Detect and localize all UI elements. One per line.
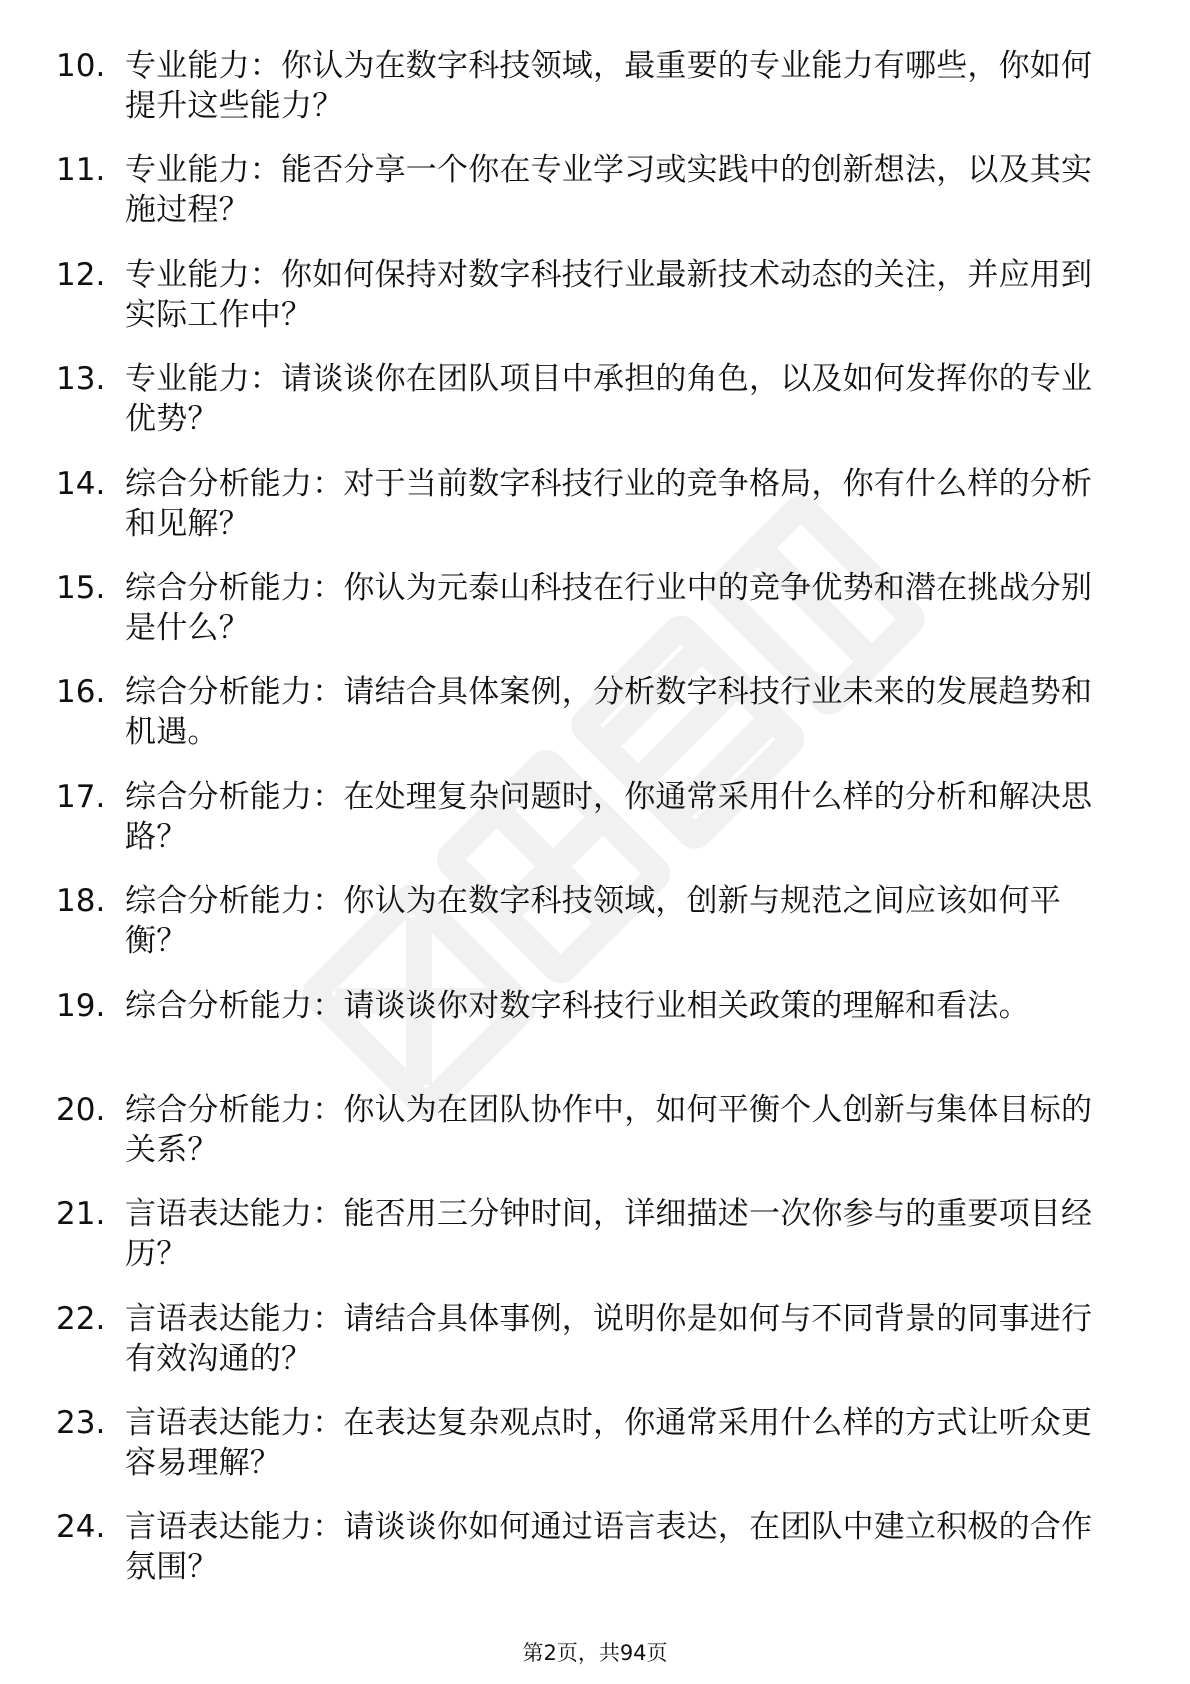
question-item xyxy=(0,672,1190,776)
question-item xyxy=(0,150,1190,254)
question-number: 16. xyxy=(56,674,106,711)
question-number: 14. xyxy=(56,465,106,502)
question-number: 13. xyxy=(56,361,106,398)
question-item xyxy=(0,986,1190,1090)
question-item xyxy=(0,777,1190,881)
question-item xyxy=(0,255,1190,359)
question-text: 专业能力：能否分享一个你在专业学习或实践中的创新想法，以及其实施过程？ xyxy=(125,152,1093,229)
question-text: 综合分析能力：你认为在团队协作中，如何平衡个人创新与集体目标的关系？ xyxy=(125,1091,1093,1168)
question-text: 专业能力：你如何保持对数字科技行业最新技术动态的关注，并应用到实际工作中？ xyxy=(125,256,1093,333)
question-text: 言语表达能力：在表达复杂观点时，你通常采用什么样的方式让听众更容易理解？ xyxy=(125,1405,1093,1482)
question-text: 言语表达能力：能否用三分钟时间，详细描述一次你参与的重要项目经历？ xyxy=(125,1196,1093,1273)
question-number: 24. xyxy=(56,1509,106,1546)
page-footer xyxy=(0,1640,1190,1666)
question-number: 11. xyxy=(56,152,106,189)
question-number: 10. xyxy=(56,48,106,84)
question-item xyxy=(0,464,1190,568)
question-text: 综合分析能力：对于当前数字科技行业的竞争格局，你有什么样的分析和见解？ xyxy=(125,465,1093,542)
question-item xyxy=(0,1299,1190,1403)
question-text: 专业能力：请谈谈你在团队项目中承担的角色，以及如何发挥你的专业优势？ xyxy=(125,361,1093,438)
question-number: 21. xyxy=(56,1196,106,1233)
question-text: 综合分析能力：请谈谈你对数字科技行业相关政策的理解和看法。 xyxy=(125,987,1030,1024)
question-text: 综合分析能力：在处理复杂问题时，你通常采用什么样的分析和解决思路？ xyxy=(125,778,1093,855)
question-number: 20. xyxy=(56,1091,106,1128)
question-number: 19. xyxy=(56,987,106,1024)
question-text: 综合分析能力：请结合具体案例，分析数字科技行业未来的发展趋势和机遇。 xyxy=(125,674,1093,751)
question-list xyxy=(0,46,1190,1612)
question-text: 言语表达能力：请结合具体事例，说明你是如何与不同背景的同事进行有效沟通的？ xyxy=(125,1300,1093,1377)
question-text: 专业能力：你认为在数字科技领域，最重要的专业能力有哪些，你如何提升这些能力？ xyxy=(125,48,1093,124)
question-number: 12. xyxy=(56,256,106,293)
question-text: 综合分析能力：你认为元泰山科技在行业中的竞争优势和潜在挑战分别是什么？ xyxy=(125,569,1093,646)
question-number: 17. xyxy=(56,778,106,815)
question-text: 综合分析能力：你认为在数字科技领域，创新与规范之间应该如何平衡？ xyxy=(125,883,1061,960)
question-item xyxy=(0,1090,1190,1194)
question-item xyxy=(0,1403,1190,1507)
question-item xyxy=(0,359,1190,463)
question-number: 22. xyxy=(56,1300,106,1337)
question-item xyxy=(0,46,1190,150)
question-text: 言语表达能力：请谈谈你如何通过语言表达，在团队中建立积极的合作氛围？ xyxy=(125,1509,1093,1586)
question-item xyxy=(0,1194,1190,1298)
question-number: 23. xyxy=(56,1405,106,1442)
question-number: 18. xyxy=(56,883,106,920)
question-item xyxy=(0,568,1190,672)
page-number-label: 第2页，共94页 xyxy=(522,1641,668,1665)
question-item xyxy=(0,1507,1190,1611)
question-item xyxy=(0,881,1190,985)
question-number: 15. xyxy=(56,569,106,606)
